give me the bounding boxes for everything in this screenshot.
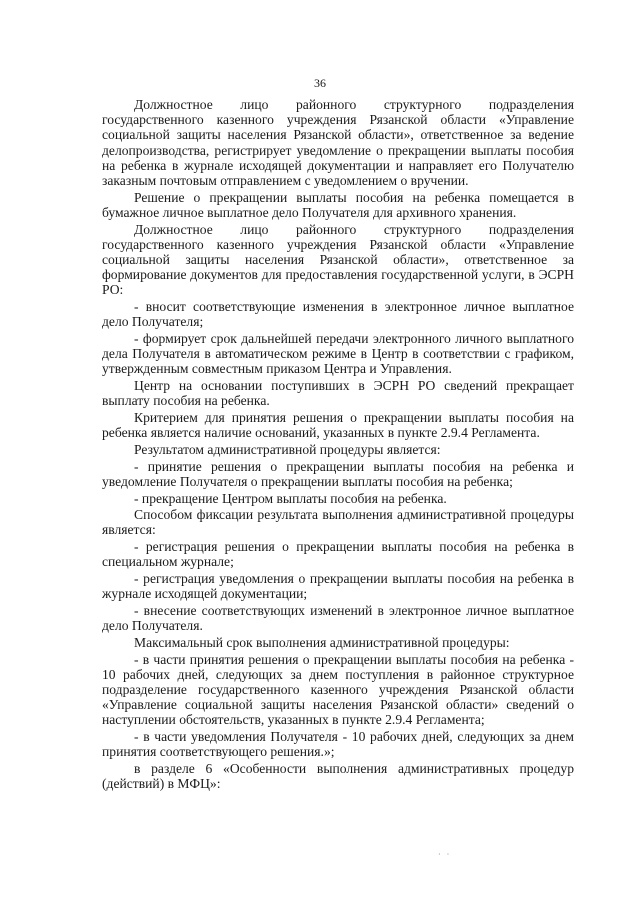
list-item: - в части принятия решения о прекращении выплаты пособия на ребенка - 10 рабочих дней, следующих за днем поступления в районное структурное подразделение государственного казенного учреждения Рязанской области «Управление социальной защиты населения Рязанской области» сведений о наступлении обстоятельств, указанных в пункте 2.9.4 Регламента; [102,651,574,728]
list-item: - принятие решения о прекращении выплаты пособия на ребенка и уведомление Получателя о прекращении выплаты пособия на ребенка; [102,458,574,489]
list-item: - регистрация уведомления о прекращении выплаты пособия на ребенка в журнале исходящей документации; [102,571,574,602]
page-number: 36 [314,76,326,90]
list-item: - регистрация решения о прекращении выплаты пособия на ребенка в специальном журнале; [102,539,574,570]
list-item: - формирует срок дальнейшей передачи электронного личного выплатного дела Получателя в автоматическом режиме в Центр в соответствии с графиком, утвержденным совместным приказом Центра и Управления. [102,331,574,377]
list-item: - в части уведомления Получателя - 10 рабочих дней, следующих за днем принятия соответствующего решения.»; [102,729,574,760]
list-item: - прекращение Центром выплаты пособия на ребенка. [134,490,447,506]
paragraph: Способом фиксации результата выполнения административной процедуры является: [102,507,574,538]
paragraph: в разделе 6 «Особенности выполнения административных процедур (действий) в МФЦ»: [102,761,574,792]
scan-specks: · · [438,850,452,859]
paragraph: Центр на основании поступивших в ЭСРН РО сведений прекращает выплату пособия на ребенка. [102,378,574,409]
list-item: - внесение соответствующих изменений в электронное личное выплатное дело Получателя. [102,603,574,634]
list-item: - вносит соответствующие изменения в электронное личное выплатное дело Получателя; [102,299,574,330]
paragraph: Должностное лицо районного структурного подразделения государственного казенного учреждения Рязанской области «Управление социальной защиты населения Рязанской области», ответственное за формирование документов для предоставления государственной услуги, в ЭСРН РО: [102,221,574,298]
document-body [102,97,574,793]
paragraph: Максимальный срок выполнения административной процедуры: [134,634,510,650]
paragraph: Результатом административной процедуры является: [134,441,441,457]
paragraph: Должностное лицо районного структурного подразделения государственного казенного учреждения Рязанской области «Управление социальной защиты населения Рязанской области», ответственное за ведение делопроизводства, регистрирует уведомление о прекращении выплаты пособия на ребенка в журнале исходящей документации и направляет его Получателю заказным почтовым отправлением с уведомлением о вручении. [102,97,574,189]
paragraph: Решение о прекращении выплаты пособия на ребенка помещается в бумажное личное выплатное дело Получателя для архивного хранения. [102,189,574,220]
paragraph: Критерием для принятия решения о прекращении выплаты пособия на ребенка является наличие оснований, указанных в пункте 2.9.4 Регламента. [102,410,574,441]
